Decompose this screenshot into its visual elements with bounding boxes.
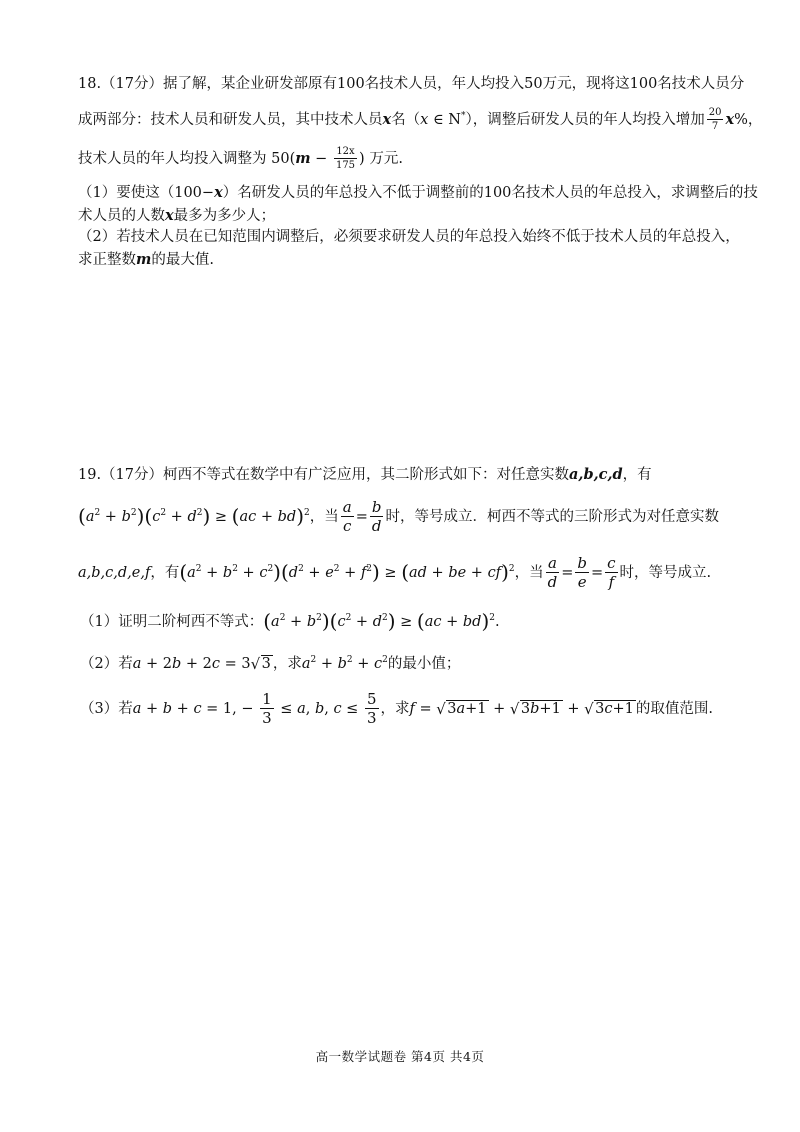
condition-a-2b-2c: a + 2b + 2c = 3√ 3 [133,656,273,672]
fraction-5-over-3: $\frac{5}{3}$ [366,690,377,727]
fraction-20-over-7 [707,108,724,132]
q18-part-2-line-2: 求正整数m的最大值. [78,251,214,268]
q18-line-2-text-a: 成两部分：技术人员和研发人员，其中技术人员 [78,112,383,128]
q18-part-1-line-2: 术人员的人数x最多为多少人； [78,207,276,224]
q19-s2-text-a: （2）若 [80,656,133,672]
q19-line-3-you: ，有 [150,565,180,581]
cauchy-2d-inequality-again: $(a^2 + b^2)(c^2 + d^2) \ge (ac + bd)^2$. [263,609,500,633]
q18-p2-text-c: 的最大值. [151,252,214,268]
q19-s2-text-b: ，求 [272,656,302,672]
q18-line-2: 成两部分：技术人员和研发人员，其中技术人员x名（x ∈ N*），调整后研发人员的年人均投入增加 $\frac{20}{7}$ x%， [78,107,763,132]
formula-m-minus-frac: (m − $\frac{12x}{175}$ ) [289,146,365,171]
q18-line-3 [78,147,403,171]
q18-line-2-text-d: %， [734,112,763,128]
q19-line-3-eq-text: 时，等号成立. [619,565,712,581]
q18-part-1-line-1: （1）要使这（100−x）名研发人员的年总投入不低于调整前的100名技术人员的年总投入，求调整后的技 [78,184,758,201]
frac-denominator: 7 [711,121,719,132]
cauchy-3d-inequality: $(a^2 + b^2 + c^2)(d^2 + e^2 + f^2) \ge (ad$ + be + cf)$^2$ [179,560,515,584]
q19-sub-2 [80,656,460,673]
q19-vars-abcd: a,b,c,d [569,466,623,483]
q19-line-2-when: ，当 [309,509,339,525]
q19-s2-text-c: 的最小值； [387,656,461,672]
q19-line-1-text-b: ，有 [622,467,652,483]
fraction-a-over-d: $\frac{a}{d}$ [547,554,558,591]
q19-line-2-eq-text: 时，等号成立．柯西不等式的三阶形式为对任意实数 [385,509,719,525]
expr-sum-squares: $a^2 + b^2 + c^2$ [301,655,388,672]
q18-line-1 [78,76,744,93]
q19-s3-text-c: 的取值范围. [635,701,714,717]
expr-f-sqrt-sum: f = √ 3a+1 + √ 3b+1 + √ 3c+1 [410,701,636,717]
q18-p2-text-a: （2）若技术人员在已知范围内调整后，必须要求研发人员的年总投入始终不低于技术人员的年总投入， [78,229,740,245]
fraction-1-over-3: $\frac{1}{3}$ [262,690,272,727]
q19-s3-text-a: （3）若 [80,701,133,717]
var-x: x [382,111,392,128]
q18-part-2-line-1 [78,229,740,246]
q19-s3-text-b: ，求 [380,701,410,717]
page-footer: 高一数学试题卷 第4页 共4页 [315,1049,485,1064]
q18-line-2-text-c: ），调整后研发人员的年人均投入增加 [465,112,705,128]
x-in-n-star: x ∈ N* [420,111,466,128]
q19-line-2: $(a^2 + b^2)(c^2 + d^2) \ge (ac + bd)^2$，当 $\frac{a}{c}$ = $\frac{b}{d}$ 时，等号成立．柯西不等式的三阶形式为对任意实数 [78,498,719,535]
q19-sub-3 [80,692,713,726]
q19-line-1-text-a: 19.（17分）柯西不等式在数学中有广泛应用，其二阶形式如下：对任意实数 [78,467,570,483]
fraction-b-over-d: $\frac{b}{d}$ [371,498,382,535]
condition-sum-and-range: a + b + c = 1, − $\frac{1}{3}$ ≤ a, b, c ≤ $\frac{5}{3}$ [132,690,377,727]
q18-p1-text-a: （1）要使这（100− [78,185,215,201]
cauchy-2d-inequality: $(a^2 + b^2)(c^2 + d^2) \ge (ac + bd)^2$ [78,504,310,528]
q19-s1-text: （1）证明二阶柯西不等式： [80,614,264,630]
q18-p1-text-c: 术人员的人数 [78,208,165,224]
q18-line-1-text: 18.（17分）据了解，某企业研发部原有100名技术人员，年人均投入50万元，现将这100名技术人员分 [78,76,745,92]
q18-line-3-text-a: 技术人员的年人均投入调整为 50 [78,151,290,167]
q19-vars-abcdef: a,b,c,d,e,f [78,565,151,581]
fraction-a-over-c: $\frac{a}{c}$ [342,498,352,535]
q19-line-1 [78,466,652,484]
q18-line-3-text-b: 万元. [369,151,403,167]
q18-line-2-text-b: 名（ [391,112,421,128]
frac-numerator: 20 [708,107,722,118]
q18-p1-text-b: ）名研发人员的年总投入不低于调整前的100名技术人员的年总投入，求调整后的技 [222,185,758,201]
q19-sub-1 [80,609,500,633]
fraction-b-over-e: $\frac{b}{e}$ [577,554,587,591]
fraction-12x-over-175: $\frac{12x}{175}$ [335,146,356,171]
q18-p1-text-d: 最多为多少人； [173,208,276,224]
q19-line-3: a,b,c,d,e,f，有$(a^2 + b^2 + c^2)(d^2 + e^2 + f^2) \ge (ad$ + be + cf)$^2$，当 $\frac{a}{d}$ = $\frac{b}{e}$ = $\frac{c}{f}$ 时，等号成立. [78,554,712,591]
q18-p2-text-b: 求正整数 [78,252,136,268]
q19-line-3-when: ，当 [514,565,544,581]
fraction-c-over-f: $\frac{c}{f}$ [607,554,616,591]
